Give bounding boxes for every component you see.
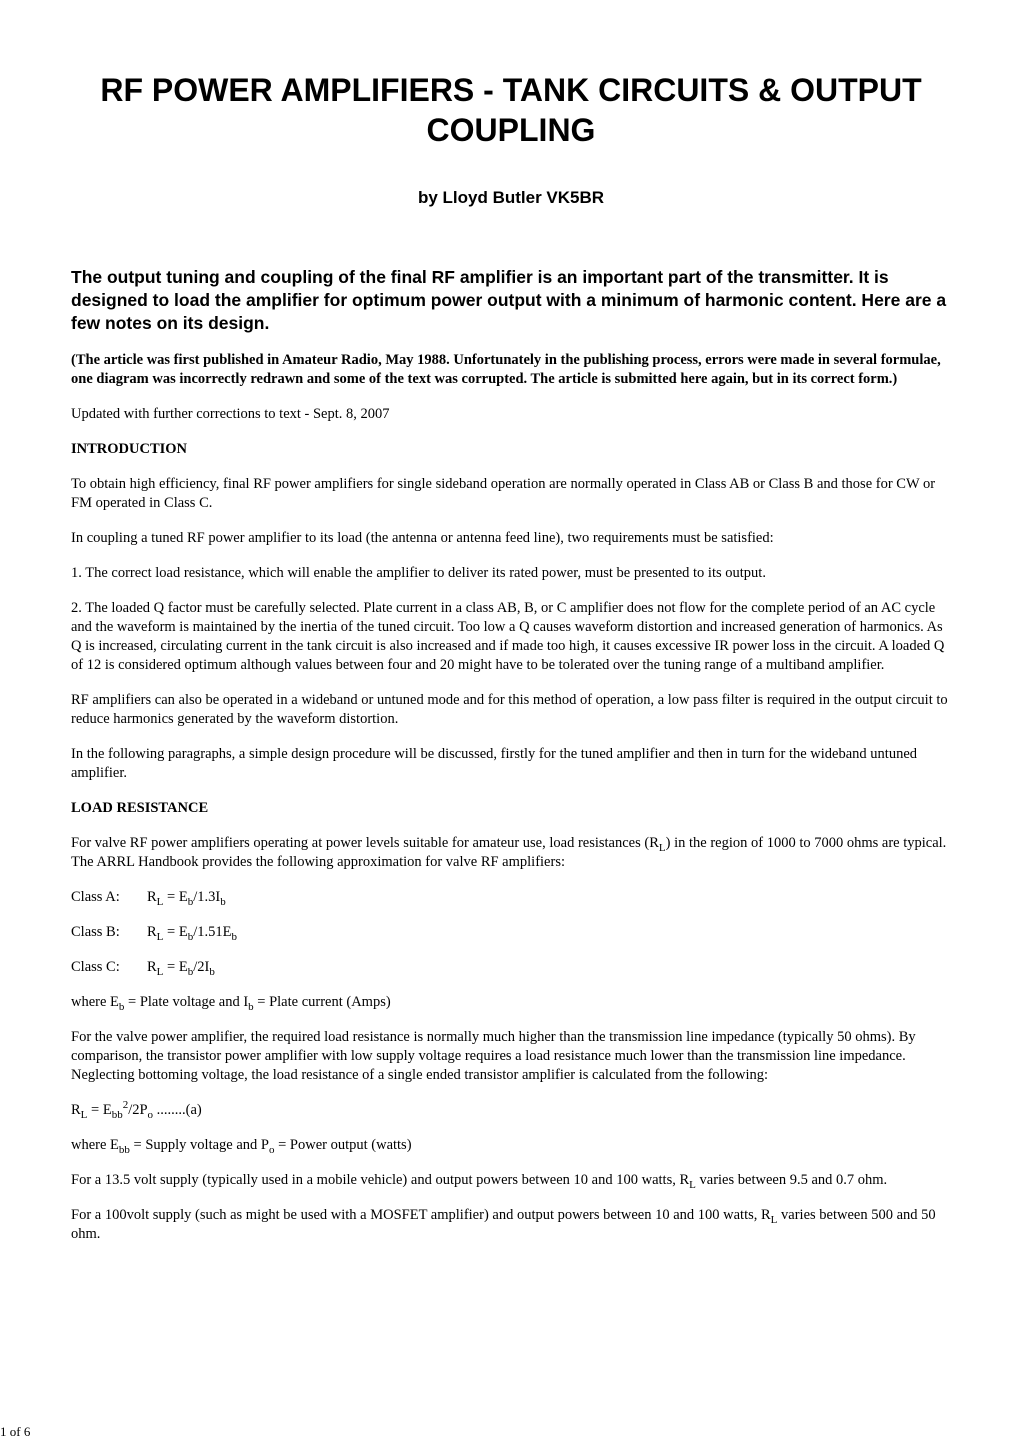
- formula-a: $R_L = E_{bb}^2/2P_o$ ........(a): [71, 1099, 202, 1121]
- intro-paragraph-2: In coupling a tuned RF power amplifier to its load (the antenna or antenna feed line), two requirements must be satisfied:: [71, 530, 774, 546]
- page-title: RF POWER AMPLIFIERS - TANK CIRCUITS & OUTPUT COUPLING: [100, 72, 922, 148]
- intro-paragraph-6: In the following paragraphs, a simple design procedure will be discussed, firstly for the tuned amplifier and then in turn for the wideband untuned amplifier.: [71, 746, 918, 781]
- intro-paragraph-5: RF amplifiers can also be operated in a wideband or untuned mode and for this method of operation, a low pass filter is required in the output circuit to reduce harmonics generated by the waveform distortion.: [71, 692, 948, 727]
- formula-class-a: Class A: $R_L = E_b/1.3I_b$: [71, 889, 226, 908]
- formula-class-b: Class B: $R_L = E_b/1.51E_b$: [71, 924, 237, 943]
- page-footer-counter: 1 of 6: [0, 1424, 31, 1439]
- lead-paragraph: The output tuning and coupling of the final RF amplifier is an important part of the transmitter. It is designed to load the amplifier for optimum power output with a minimum of harmonic content. Here are a few notes on its design.: [71, 267, 947, 333]
- load-paragraph-3: For a 13.5 volt supply (typically used in a mobile vehicle) and output powers between 10 and 100 watts, $R_L$ varies between 9.5 and 0.7 ohm.: [71, 1172, 888, 1191]
- load-paragraph-1: For valve RF power amplifiers operating at power levels suitable for amateur use, load resistances $(R_L)$ in the region of 1000 to 7000 ohms are typical. The ARRL Handbook provides the following approximation for valve RF amplifiers:: [71, 835, 947, 870]
- intro-paragraph-4: 2. The loaded Q factor must be carefully selected. Plate current in a class AB, B, or C amplifier does not flow for the complete period of an AC cycle and the waveform is maintained by the inertia of the tuned circuit. Too low a Q causes waveform distortion and increased generation of harmonics. As Q is increased, circulating current in the tank circuit is also increased and if made too high, it causes excessive IR power loss in the circuit. A loaded Q of 12 is considered optimum although values between four and 20 might have to be tolerated over the tuning range of a multiband amplifier.: [71, 600, 945, 673]
- article-body: [71, 351, 953, 1260]
- load-paragraph-2: For the valve power amplifier, the required load resistance is normally much higher than the transmission line impedance (typically 50 ohms). By comparison, the transistor power amplifier with low supply voltage requires a load resistance much lower than the transmission line impedance. Neglecting bottoming voltage, the load resistance of a single ended transistor amplifier is calculated from the following:: [71, 1029, 916, 1083]
- load-paragraph-4: For a 100volt supply (such as might be used with a MOSFET amplifier) and output powers between 10 and 100 watts, $R_L$ varies between 500 and 50 ohm.: [71, 1207, 936, 1242]
- heading-load-resistance: LOAD RESISTANCE: [71, 800, 209, 816]
- where-supply-definitions: where $E_{bb}$ = Supply voltage and $P_o$ = Power output (watts): [71, 1137, 412, 1156]
- publication-note: (The article was first published in Amateur Radio, May 1988. Unfortunately in the publishing process, errors were made in several formulae, one diagram was incorrectly redrawn and some of the text was corrupted. The article is submitted here again, but in its correct form.): [71, 352, 941, 387]
- intro-paragraph-3: 1. The correct load resistance, which will enable the amplifier to deliver its rated power, must be presented to its output.: [71, 565, 766, 581]
- update-note: Updated with further corrections to text - Sept. 8, 2007: [71, 406, 390, 422]
- intro-paragraph-1: To obtain high efficiency, final RF power amplifiers for single sideband operation are normally operated in Class AB or Class B and those for CW or FM operated in Class C.: [71, 476, 936, 511]
- heading-introduction: INTRODUCTION: [71, 441, 188, 457]
- author-byline: by Lloyd Butler VK5BR: [417, 188, 605, 207]
- formula-class-c: Class C: $R_L = E_b/2I_b$: [71, 959, 215, 978]
- where-plate-definitions: where $E_b$ = Plate voltage and $I_b$ = Plate current (Amps): [71, 994, 391, 1013]
